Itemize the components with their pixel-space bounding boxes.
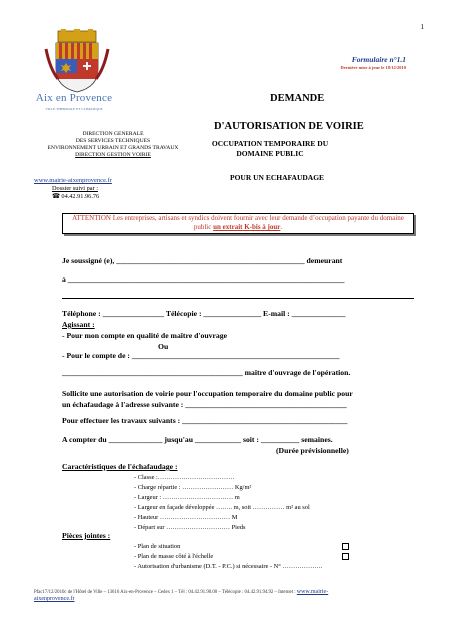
site-plan-checkbox[interactable] — [342, 543, 349, 550]
spec-load[interactable]: - Charge répartie : …………………… Kg/m² — [134, 484, 252, 491]
spec-height[interactable]: - Hauteur …………………………… M — [134, 514, 238, 521]
own-account-option[interactable]: - Pour mon compte en qualité de maître d'ouvrage — [62, 331, 227, 340]
attachment-site-plan — [134, 543, 384, 550]
document-title-line1: DEMANDE — [270, 93, 325, 104]
department-line: DES SERVICES TECHNIQUES — [75, 138, 151, 144]
logo-tagline: VILLE THERMALE ET CLIMATIQUE — [45, 107, 103, 111]
department-block — [2, 131, 224, 159]
undersigned-field[interactable]: Je soussigné (e), _________________________________________________ demeurant — [62, 256, 343, 265]
attention-end: . — [280, 223, 283, 231]
last-update: Dernière mise à jour le 18/12/2010 — [340, 65, 406, 70]
attention-emphasis: un extrait K-bis à jour — [213, 223, 281, 231]
city-logo — [34, 89, 114, 127]
duration-note: (Durée prévisionnelle) — [276, 446, 349, 455]
attention-lead: ATTENTION — [72, 214, 111, 222]
or-label: Ou — [158, 342, 169, 351]
contact-block — [52, 185, 99, 201]
logo-name: Aix en Provence — [35, 92, 113, 104]
acting-label: Agissant : — [62, 320, 95, 329]
features-title: Caractéristiques de l'échafaudage : — [62, 462, 178, 471]
attachment-planning-auth[interactable]: - Autorisation d'urbanisme (D.T. - P.C.) si nécessaire - N° ………………. — [134, 563, 323, 570]
ground-plan-checkbox[interactable] — [342, 553, 349, 560]
coat-of-arms-icon — [44, 29, 110, 93]
footer-address: Pfac17/12/2010c de l'Hôtel de Ville – 13616 Aix-en-Provence – Cedex 1 – Tél : 04.42.91.90.00 – Télécopie : 04.42.91.94.92 – Internet : — [34, 590, 296, 595]
attachments-title: Pièces jointes : — [62, 531, 111, 540]
subtitle-occupation: OCCUPATION TEMPORAIRE DU DOMAINE PUBLIC — [211, 139, 329, 158]
for-account-field[interactable]: - Pour le compte de : ______________________________________________________ — [62, 351, 340, 360]
website-link[interactable]: www.mairie-aixenprovence.fr — [34, 177, 112, 184]
project-owner-field[interactable]: _______________________________________________ maître d'ouvrage de l'opération. — [62, 368, 351, 377]
attachment-label: - Plan de masse côté à l'échelle — [134, 553, 214, 560]
department-line: DIRECTION GESTION VOIRIE — [75, 152, 151, 158]
spec-width[interactable]: - Largeur : …………………………… m — [134, 494, 240, 501]
footer-website-link[interactable]: www.mairie- — [296, 589, 329, 595]
document-title-line2: D'AUTORISATION DE VOIRIE — [214, 121, 364, 132]
spec-facade-width[interactable]: - Largeur en façade développée …….. m, soit …………… m² au sol — [134, 504, 310, 511]
spec-class[interactable]: - Classe :……………………………… — [134, 474, 235, 481]
dates-field[interactable]: A compter du ______________ jusqu'au ____________ soit : __________ semaines. — [62, 435, 333, 444]
form-number: Formulaire n°1.1 — [351, 55, 406, 64]
attention-text: Les entreprises, artisans et syndics doivent fournir avec leur demande d’occupation payante du domaine public — [110, 214, 404, 231]
department-line: ENVIRONNEMENT URBAIN ET GRANDS TRAVAUX — [47, 145, 179, 151]
address-field[interactable]: à ________________________________________________________________________ — [62, 275, 345, 284]
attachment-label: - Plan de situation — [134, 543, 181, 550]
department-line: DIRECTION GENERALE — [82, 131, 144, 137]
works-field[interactable]: Pour effectuer les travaux suivants : ___________________________________________ — [62, 416, 348, 425]
spec-start[interactable]: - Départ sur ………………………… Pieds — [134, 524, 246, 531]
contact-fields[interactable]: Téléphone : ________________ Télécopie : _______________ E-mail : ______________ — [62, 309, 346, 318]
footer — [34, 589, 416, 603]
attention-notice — [62, 213, 414, 234]
address-line[interactable] — [62, 298, 414, 299]
request-text-line1: Sollicite une autorisation de voirie pour l'occupation temporaire du domaine public pour — [62, 389, 353, 398]
page-number: 1 — [420, 23, 424, 31]
phone-number: ☎ 04.42.91.96.76 — [52, 193, 100, 200]
scaffold-address-field[interactable]: un échafaudage à l'adresse suivante : __________________________________________ — [62, 400, 347, 409]
attachment-ground-plan — [134, 553, 384, 560]
footer-website-link-cont[interactable]: aixenprovence.fr — [34, 596, 75, 602]
followed-by-label: Dossier suivi par : — [52, 185, 98, 192]
subtitle-scaffolding: POUR UN ECHAFAUDAGE — [230, 173, 325, 182]
